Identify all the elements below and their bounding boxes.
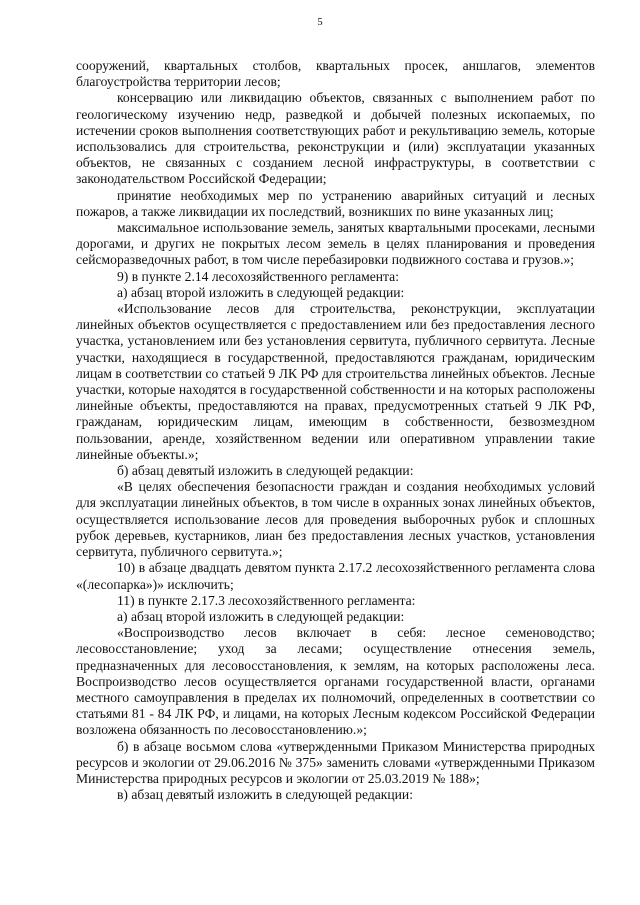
paragraph: «Воспроизводство лесов включает в себя: лесное семеноводство; лесовосстановление; уход за лесами; осуществление отнесения земель, предназначенных для лесовосстановления, к землям, на которых расположены леса. Воспроизводство лесов осуществляется органами государственной власти, органами местного самоуправления в пределах их полномочий, определенных в соответствии со статьями 81 - 84 ЛК РФ, и лицами, на которых Лесным кодексом Российской Федерации возложена обязанность по лесовосстановлению.»; [76, 625, 595, 738]
paragraph: консервацию или ликвидацию объектов, связанных с выполнением работ по геологическому изучению недр, разведкой и добычей полезных ископаемых, по истечении сроков выполнения соответствующих работ и рекультивацию земель, которые использовались для строительства, реконструкции и (или) эксплуатации указанных объектов, не связанных с созданием лесной инфраструктуры, в соответствии с законодательством Российской Федерации; [76, 90, 595, 187]
page-number: 5 [317, 17, 323, 28]
paragraph: «Использование лесов для строительства, реконструкции, эксплуатации линейных объектов осуществляется с предоставлением или без предоставления лесного участка, установлением или без установления сервитута, публичного сервитута. Лесные участки, находящиеся в государственной, предоставляются гражданам, юридическим лицам в соответствии со статьей 9 ЛК РФ для строительства линейных объектов. Лесные участки, которые находятся в государственной собственности и на которых расположены линейные объекты, предоставляются на правах, предусмотренных статьей 9 ЛК РФ, гражданам, юридическим лицам, имеющим в собственности, безвозмездном пользовании, аренде, хозяйственном ведении или оперативном управлении такие линейные объекты.»; [76, 301, 595, 462]
paragraph: сооружений, квартальных столбов, квартальных просек, аншлагов, элементов благоустройства территории лесов; [76, 58, 595, 90]
paragraph: «В целях обеспечения безопасности граждан и создания необходимых условий для эксплуатации линейных объектов, в том числе в охранных зонах линейных объектов, осуществляется использование лесов для проведения выборочных рубок и сплошных рубок деревьев, кустарников, лиан без предоставления лесных участков, установления сервитута, публичного сервитута.»; [76, 479, 595, 560]
paragraph: принятие необходимых мер по устранению аварийных ситуаций и лесных пожаров, а также ликвидации их последствий, возникших по вине указанных лиц; [76, 187, 595, 219]
paragraph: б) в абзаце восьмом слова «утвержденными Приказом Министерства природных ресурсов и экологии от 29.06.2016 № 375» заменить словами «утвержденными Приказом Министерства природных ресурсов и экологии от 25.03.2019 № 188»; [76, 738, 595, 786]
paragraph: б) абзац девятый изложить в следующей редакции: [117, 463, 414, 479]
paragraph: а) абзац второй изложить в следующей редакции: [117, 608, 405, 624]
paragraph: 10) в абзаце двадцать девятом пункта 2.17.2 лесохозяйственного регламента слова «(лесопарка»)» исключить; [76, 560, 595, 592]
paragraph: максимальное использование земель, занятых квартальными просеками, лесными дорогами, и других не покрытых лесом земель в целях планирования и проведения сейсморазведочных работ, в том числе перебазировки подвижного состава и грузов.»; [76, 220, 595, 268]
document-body [76, 58, 595, 803]
paragraph: в) абзац девятый изложить в следующей редакции: [117, 787, 413, 803]
paragraph: 9) в пункте 2.14 лесохозяйственного регламента: [117, 268, 399, 284]
paragraph: а) абзац второй изложить в следующей редакции: [117, 284, 405, 300]
paragraph: 11) в пункте 2.17.3 лесохозяйственного регламента: [117, 592, 416, 608]
